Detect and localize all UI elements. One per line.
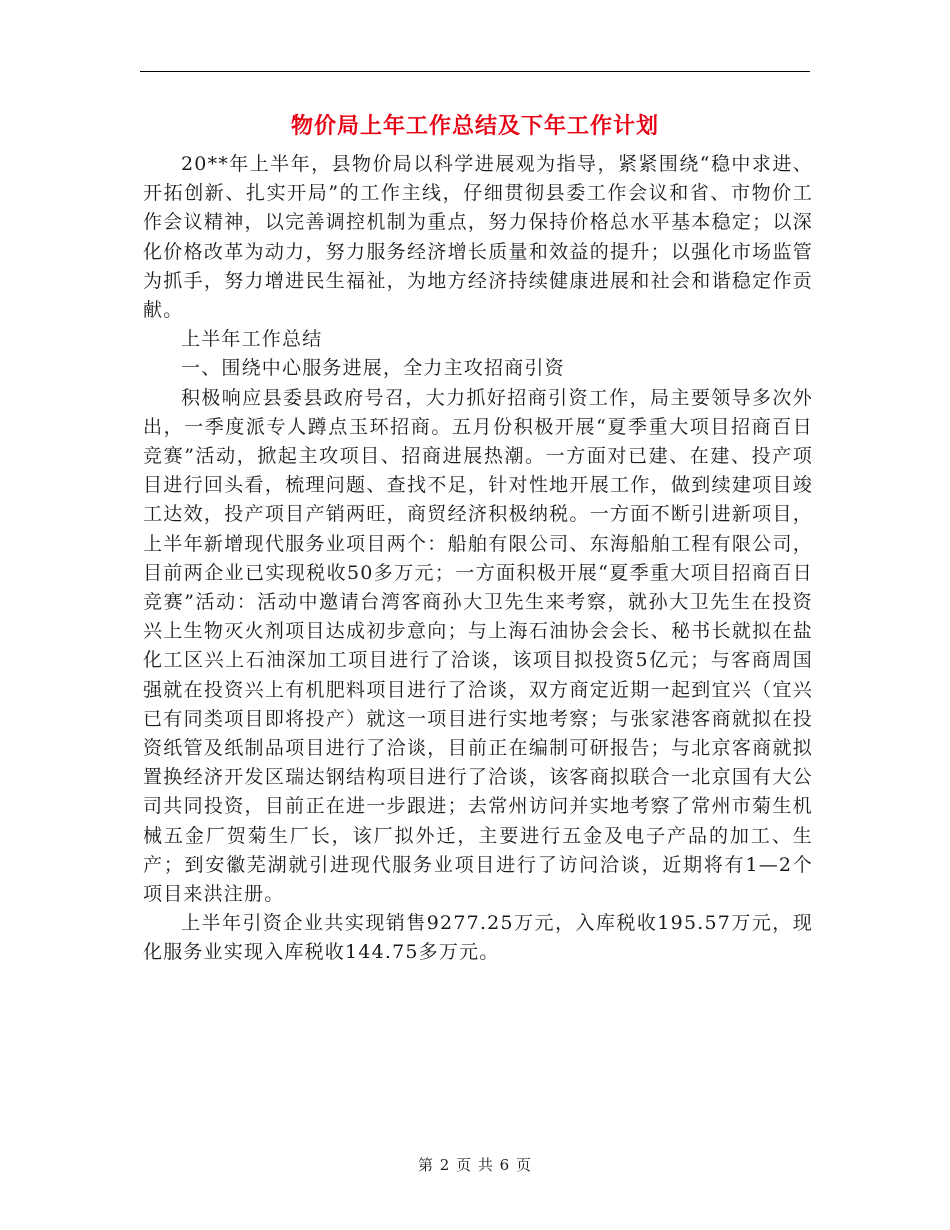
paragraph-investment-results: 上半年引资企业共实现销售9277.25万元，入库税收195.57万元，现化服务业实现入库税收144.75多万元。 [143,912,813,964]
document-body [143,150,813,968]
header-rule [140,71,810,72]
paragraph-investment-details: 积极响应县委县政府号召，大力抓好招商引资工作，局主要领导多次外出，一季度派专人蹲点玉环招商。五月份积极开展“夏季重大项目招商百日竞赛”活动，掀起主攻项目、招商进展热潮。一方面对已建、在建、投产项目进行回头看，梳理问题、查找不足，针对性地开展工作，做到续建项目竣工达效，投产项目产销两旺，商贸经济积极纳税。一方面不断引进新项目，上半年新增现代服务业项目两个：船舶有限公司、东海船舶工程有限公司，目前两企业已实现税收50多万元；一方面积极开展“夏季重大项目招商百日竞赛”活动：活动中邀请台湾客商孙大卫先生来考察，就孙大卫先生在投资兴上生物灭火剂项目达成初步意向；与上海石油协会会长、秘书长就拟在盐化工区兴上石油深加工项目进行了洽谈，该项目拟投资5亿元；与客商周国强就在投资兴上有机肥料项目进行了洽谈，双方商定近期一起到宜兴（宜兴已有同类项目即将投产）就这一项目进行实地考察；与张家港客商就拟在投资纸管及纸制品项目进行了洽谈，目前正在编制可研报告；与北京客商就拟置换经济开发区瑞达钢结构项目进行了洽谈，该客商拟联合一北京国有大公司共同投资，目前正在进一步跟进；去常州访问并实地考察了常州市菊生机械五金厂贺菊生厂长，该厂拟外迁，主要进行五金及电子产品的加工、生产；到安徽芜湖就引进现代服务业项目进行了访问洽谈，近期将有1—2个项目来洪注册。 [143,386,813,906]
page-number-label: 第 2 页 共 6 页 [418,1156,532,1174]
subsection-heading-investment: 一、围绕中心服务进展，全力主攻招商引资 [181,357,565,380]
document-title: 物价局上年工作总结及下年工作计划 [290,113,659,139]
paragraph-intro: 20**年上半年，县物价局以科学进展观为指导，紧紧围绕“稳中求进、开拓创新、扎实开局”的工作主线，仔细贯彻县委工作会议和省、市物价工作会议精神，以完善调控机制为重点，努力保持价格总水平基本稳定；以深化价格改革为动力，努力服务经济增长质量和效益的提升；以强化市场监管为抓手，努力增进民生福祉，为地方经济持续健康进展和社会和谐稳定作贡献。 [143,153,813,322]
section-heading-summary: 上半年工作总结 [181,328,323,351]
page-number-footer [0,1155,950,1175]
